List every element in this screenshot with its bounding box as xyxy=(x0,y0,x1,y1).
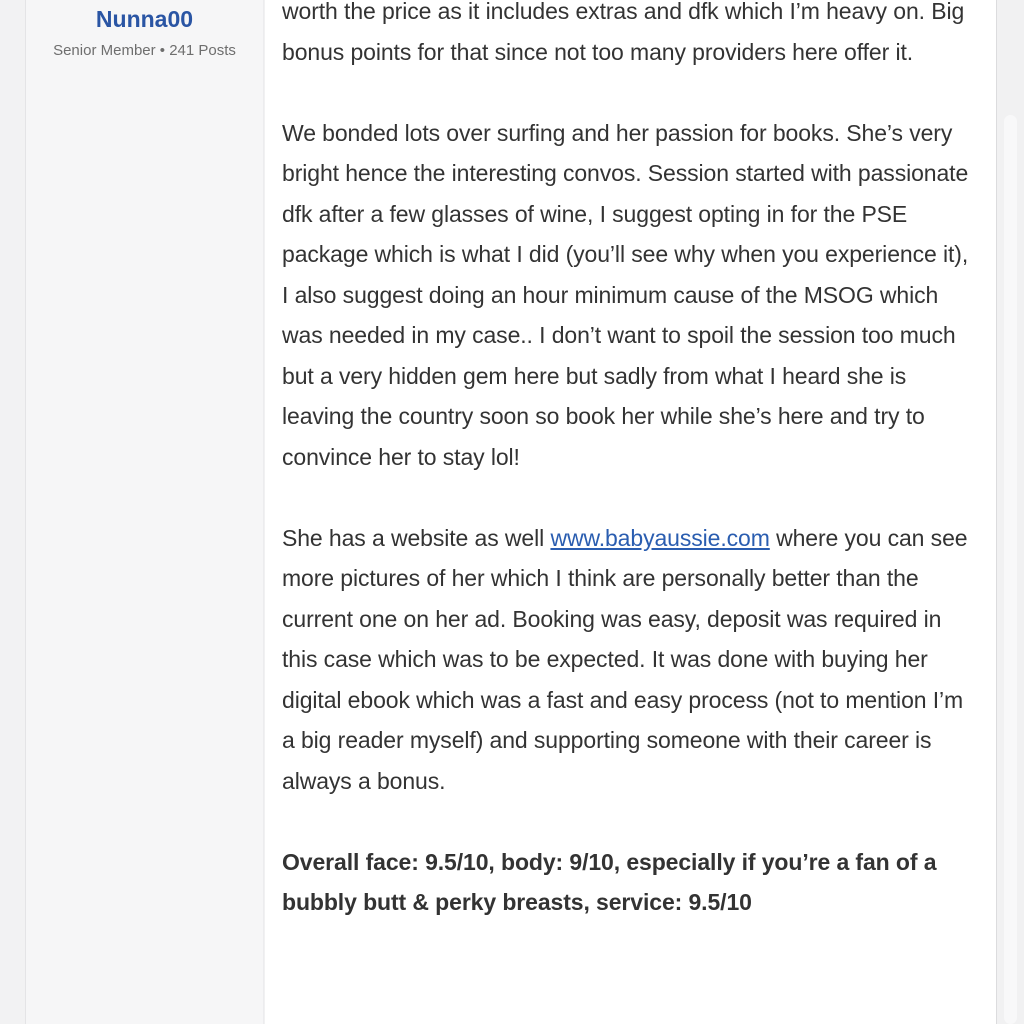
post-summary-ratings: Overall face: 9.5/10, body: 9/10, especially if you’re a fan of a bubbly butt & perky breasts, service: 9.5/10 xyxy=(282,848,937,915)
post-paragraph: We bonded lots over surfing and her passion for books. She’s very bright hence the interesting convos. Session started with passionate dfk after a few glasses of wine, I suggest opting in for the PSE package which is what I did (you’ll see why when you experience it), I also suggest doing an hour minimum cause of the MSOG which was needed in my case.. I don’t want to spoil the session too much but a very hidden gem here but sadly from what I heard she is leaving the country soon so book her while she’s here and try to convince her to stay lol! xyxy=(282,119,969,470)
post-content-area xyxy=(265,0,996,1024)
post-body xyxy=(265,0,996,923)
website-link[interactable]: www.babyaussie.com xyxy=(550,524,770,551)
left-gutter xyxy=(0,0,26,1024)
paragraph-text: She has a website as well xyxy=(282,524,551,551)
post-paragraph: worth the price as it includes extras and dfk which I’m heavy on. Big bonus points for that since not too many providers here offer it. xyxy=(282,0,965,65)
scrollbar-thumb[interactable] xyxy=(1004,115,1017,1024)
post-paragraph xyxy=(282,518,979,802)
author-member-info: Senior Member • 241 Posts xyxy=(53,42,236,59)
author-username-link[interactable]: Nunna00 xyxy=(95,6,194,32)
post-author-sidebar xyxy=(26,0,264,1024)
right-gutter xyxy=(996,0,1024,1024)
paragraph-text: where you can see more pictures of her which I think are personally better than the current one on her ad. Booking was easy, deposit was required in this case which was to be expected. It was done with buying her digital ebook which was a fast and easy process (not to mention I’m a big reader myself) and supporting someone with their career is always a bonus. xyxy=(282,524,968,794)
